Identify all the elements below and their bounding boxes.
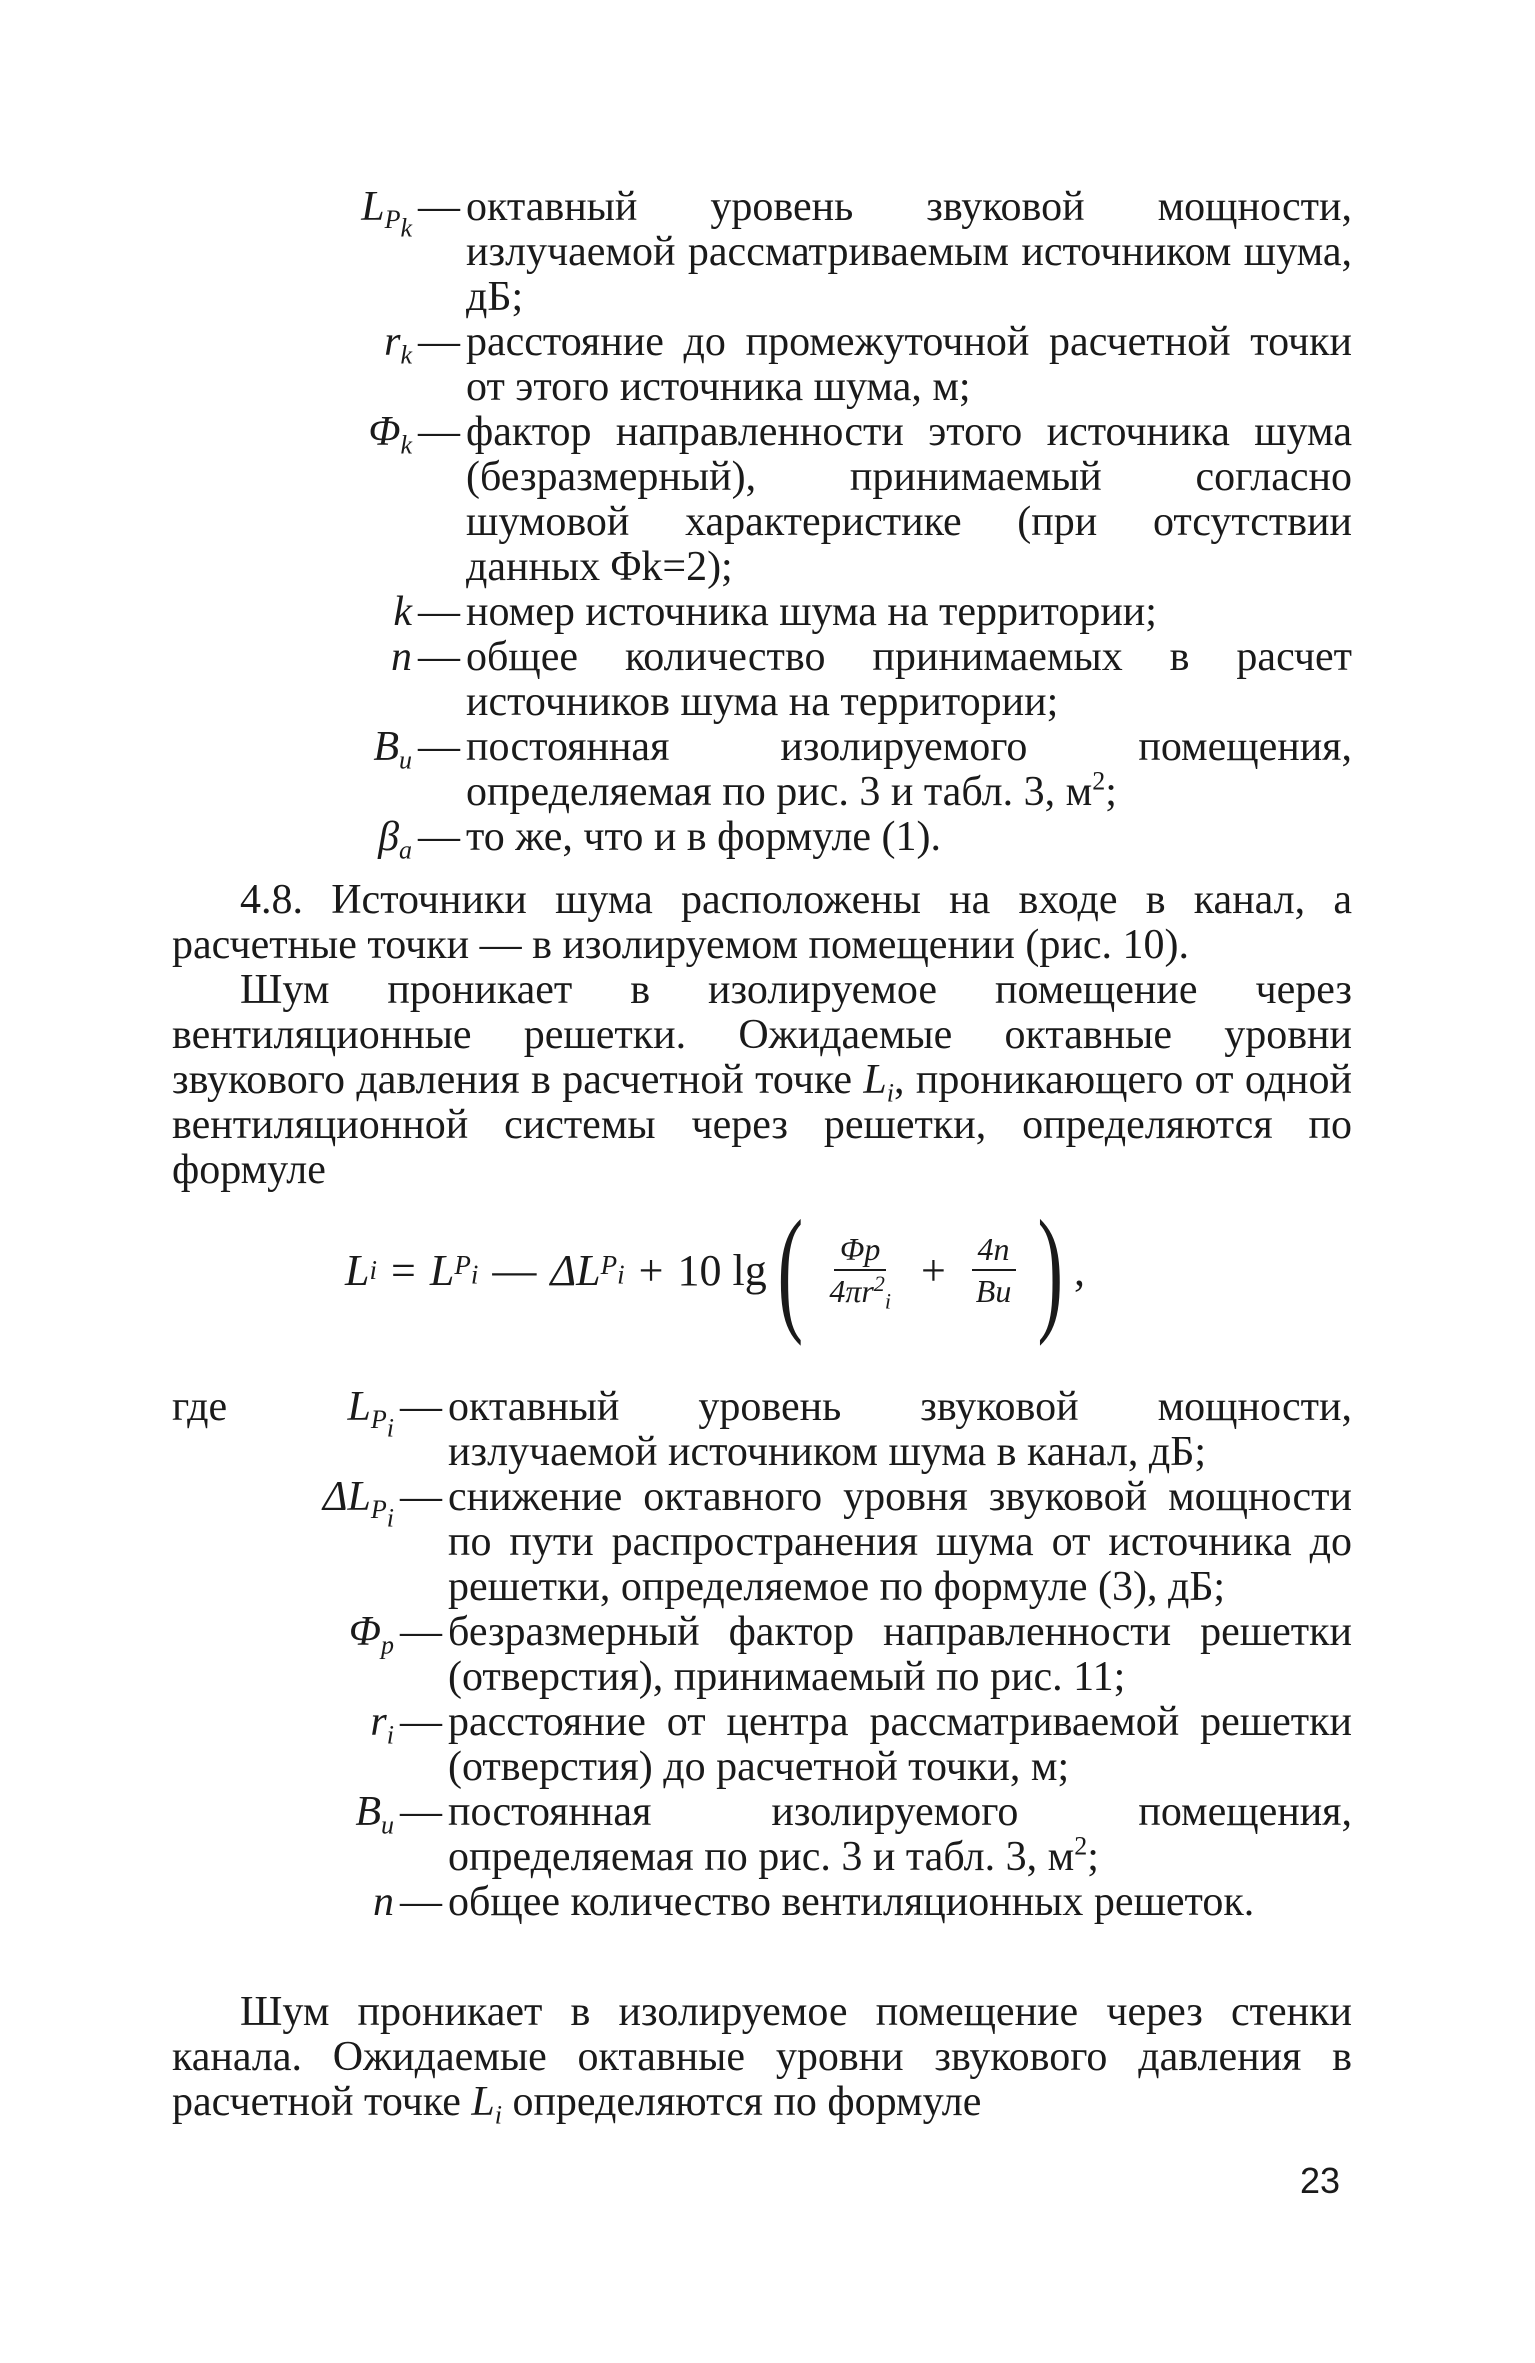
- em-dash: —: [418, 814, 460, 860]
- definition-item: [172, 1880, 1352, 1925]
- section-paragraph: 4.8. Источники шума расположены на входе в канал, а расчетные точки — в изолируемом помещении (рис. 10).: [172, 877, 1352, 968]
- definition-symbol: n: [391, 634, 412, 680]
- definition-text: постоянная изолируемого помещения, определяемая по рис. 3 и табл. 3, $м^2$;: [448, 1789, 1352, 1880]
- definition-symbol: $\Delta L_{P_i}$: [322, 1474, 394, 1533]
- em-dash: —: [418, 634, 460, 680]
- definition-symbol: $\Phi_р$: [349, 1609, 394, 1660]
- definition-symbol: $r_k$: [384, 319, 412, 370]
- fraction-1-denominator: $4\pi r^2_i$: [829, 1271, 891, 1314]
- definition-item: [172, 814, 1352, 865]
- fraction-2: [970, 1229, 1018, 1311]
- formula-minus: —: [492, 1245, 537, 1295]
- definition-item: [172, 1700, 1352, 1790]
- em-dash: —: [400, 1789, 442, 1835]
- em-dash: —: [418, 409, 460, 455]
- em-dash: —: [418, 589, 460, 635]
- body-paragraph: Шум проникает в изолируемое помещение через вентиляционные решетки. Ожидаемые октавные уровни звукового давления в расчетной точке $L_i$, проникающего от одной вентиляционной системы через решетки, определяются по формуле: [172, 967, 1353, 1193]
- definition-item: [172, 1790, 1352, 1880]
- formula-comma: ,: [1073, 1245, 1085, 1295]
- definition-item: [172, 1475, 1352, 1610]
- formula-plus: +: [638, 1245, 664, 1295]
- definition-text: снижение октавного уровня звуковой мощности по пути распространения шума от источника до решетки, определяемое по формуле (3), дБ;: [448, 1474, 1352, 1610]
- definition-item: [172, 185, 1352, 320]
- em-dash: —: [400, 1474, 442, 1520]
- definition-text: то же, что и в формуле (1).: [466, 814, 942, 860]
- definition-text: общее количество вентиляционных решеток.: [448, 1879, 1255, 1925]
- definition-list-1: [172, 184, 1352, 865]
- left-paren: (: [777, 1192, 803, 1347]
- formula-term-2: ΔL: [550, 1245, 601, 1295]
- definition-text: октавный уровень звуковой мощности, излучаемой источником шума в канал, дБ;: [448, 1384, 1352, 1475]
- em-dash: —: [400, 1699, 442, 1745]
- definition-item: [172, 725, 1352, 815]
- em-dash: —: [418, 184, 460, 230]
- definition-symbol: n: [373, 1879, 394, 1925]
- body-paragraph-2: Шум проникает в изолируемое помещение через стенки канала. Ожидаемые октавные уровни звукового давления в расчетной точке $L_i$ определяются по формуле: [172, 1989, 1352, 2130]
- formula-equals: =: [391, 1245, 416, 1295]
- definition-item: [172, 410, 1352, 590]
- definition-list-2: [172, 1385, 1352, 1925]
- page-number: 23: [1300, 2160, 1341, 2201]
- definition-text: номер источника шума на территории;: [466, 589, 1157, 635]
- em-dash: —: [418, 724, 460, 770]
- fraction-1-numerator: Φр: [834, 1229, 886, 1271]
- definition-symbol: $\Phi_k$: [368, 409, 412, 460]
- definition-symbol: k: [393, 589, 412, 635]
- definition-symbol: $L_{P_i}$: [347, 1384, 394, 1443]
- definition-symbol: $B_и$: [355, 1789, 394, 1840]
- body-paragraph-1: [172, 878, 1352, 1193]
- definition-item: [172, 635, 1352, 725]
- em-dash: —: [400, 1609, 442, 1655]
- definition-symbol: $B_и$: [373, 724, 412, 775]
- fraction-1: [823, 1229, 897, 1314]
- definition-item: [172, 1610, 1352, 1700]
- formula-term-1-sub: $P_i$: [454, 1250, 479, 1290]
- definition-text: общее количество принимаемых в расчет источников шума на территории;: [466, 634, 1352, 725]
- definition-item: [172, 320, 1352, 410]
- em-dash: —: [400, 1384, 442, 1430]
- where-label: где: [172, 1384, 228, 1430]
- formula-lhs: L: [345, 1245, 370, 1295]
- definition-item: [172, 590, 1352, 635]
- definition-symbol: $r_i$: [370, 1699, 394, 1750]
- em-dash: —: [400, 1879, 442, 1925]
- formula: L i = L $P_i$ — ΔL $P_i$ + 10 lg ( $\frac{\Phi р}{4\pi r^2_i}$ + $\frac{4n}{Bи}$ ) ,: [345, 1192, 1085, 1347]
- definition-item: [172, 1385, 1352, 1475]
- right-paren: ): [1037, 1192, 1064, 1347]
- definition-text: расстояние до промежуточной расчетной точки от этого источника шума, м;: [466, 319, 1352, 410]
- formula-term-1: L: [429, 1245, 455, 1295]
- formula-log: 10 lg: [677, 1245, 767, 1295]
- definition-text: постоянная изолируемого помещения, определяемая по рис. 3 и табл. 3, $м^2$;: [466, 724, 1352, 815]
- definition-symbol: $\beta_а$: [378, 814, 412, 865]
- formula-plus: +: [920, 1245, 946, 1295]
- fraction-2-denominator: Bи: [975, 1273, 1012, 1309]
- formula-term-2-sub: $P_i$: [600, 1250, 625, 1290]
- definition-text: расстояние от центра рассматриваемой решетки (отверстия) до расчетной точки, м;: [448, 1699, 1352, 1790]
- definition-text: октавный уровень звуковой мощности, излучаемой рассматриваемым источником шума, дБ;: [466, 184, 1352, 320]
- fraction-2-numerator: 4n: [972, 1229, 1016, 1271]
- em-dash: —: [418, 319, 460, 365]
- definition-symbol: $L_{P_k}$: [361, 184, 412, 243]
- definition-text: безразмерный фактор направленности решетки (отверстия), принимаемый по рис. 11;: [448, 1609, 1352, 1700]
- definition-text: фактор направленности этого источника шума (безразмерный), принимаемый согласно шумовой характеристике (при отсутствии данных Φk=2);: [466, 409, 1352, 590]
